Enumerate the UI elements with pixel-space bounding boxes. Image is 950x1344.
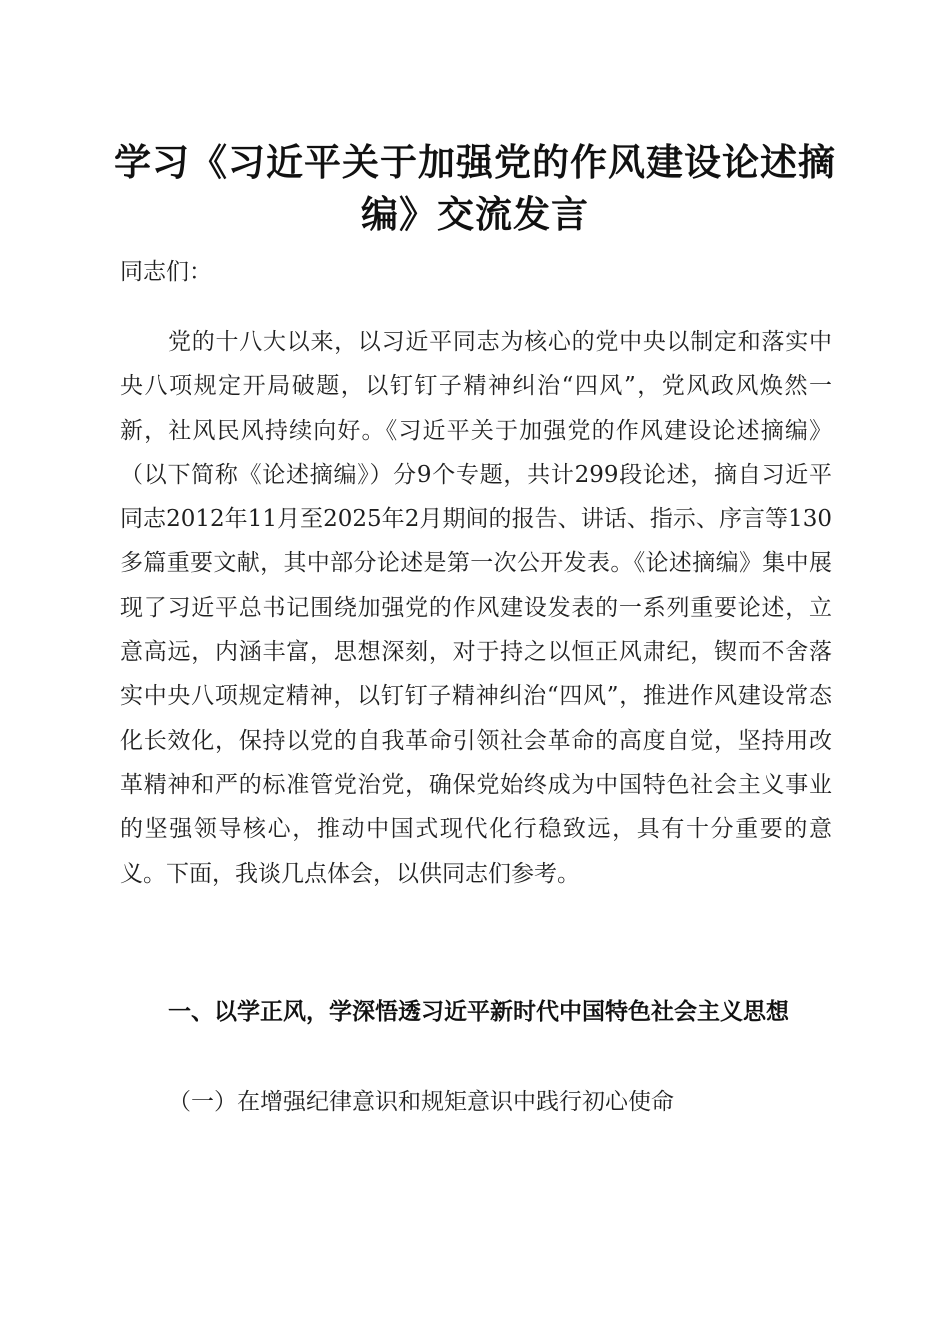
title-line-1: 学习《习近平关于加强党的作风建设论述摘 (114, 140, 836, 184)
document-title (100, 136, 850, 240)
section-heading-1: 一、以学正风，学深悟透习近平新时代中国特色社会主义思想 (168, 999, 789, 1025)
subsection-heading-1: （一）在增强纪律意识和规矩意识中践行初心使命 (168, 1089, 674, 1115)
intro-paragraph: 党的十八大以来，以习近平同志为核心的党中央以制定和落实中央八项规定开局破题，以钉钉子精神纠治“四风”，党风政风焕然一新，社风民风持续向好。《习近平关于加强党的作风建设论述摘编》（以下简称《论述摘编》）分9个专题，共计299段论述，摘自习近平同志2012年11月至2025年2月期间的报告、讲话、指示、序言等130多篇重要文献，其中部分论述是第一次公开发表。《论述摘编》集中展现了习近平总书记围绕加强党的作风建设发表的一系列重要论述，立意高远，内涵丰富，思想深刻，对于持之以恒正风肃纪，锲而不舍落实中央八项规定精神，以钉钉子精神纠治“四风”，推进作风建设常态化长效化，保持以党的自我革命引领社会革命的高度自觉，坚持用改革精神和严的标准管党治党，确保党始终成为中国特色社会主义事业的坚强领导核心，推动中国式现代化行稳致远，具有十分重要的意义。下面，我谈几点体会，以供同志们参考。 (120, 329, 832, 887)
title-line-2: 编》交流发言 (361, 192, 589, 236)
salutation: 同志们： (120, 259, 212, 285)
